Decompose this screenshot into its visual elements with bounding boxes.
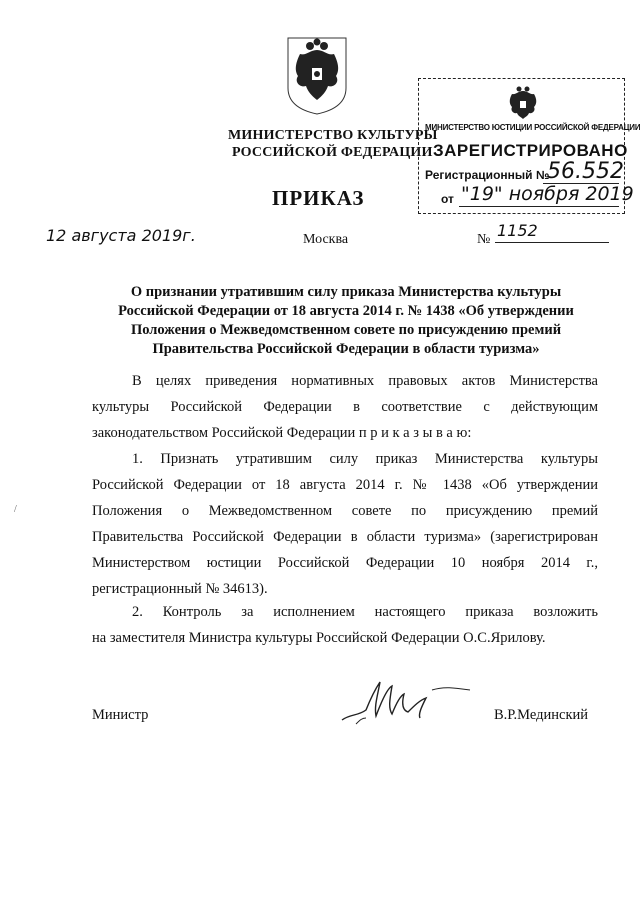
text-line: Министерством юстиции Российской Федерации 10 ноября 2014 г., [92, 555, 598, 571]
order-title: О признании утратившим силу приказа Министерства культуры Российской Федерации от 18 августа 2014 г. № 1438 «Об утверждении Положения о Межведомственном совете по присуждению премий Правительства Российской Федерации в области туризма» [118, 284, 574, 357]
ministry-line-1: МИНИСТЕРСТВО КУЛЬТУРЫ [228, 128, 438, 143]
stamp-date-underline [459, 206, 619, 207]
registration-stamp [418, 78, 640, 214]
text-line: на заместителя Министра культуры Российской Федерации О.С.Ярилову. [92, 630, 546, 646]
order-number-label: № [477, 232, 491, 247]
ministry-line-2: РОССИЙСКОЙ ФЕДЕРАЦИИ [232, 145, 433, 160]
text-line: Правительства Российской Федерации в области туризма» (зарегистрирован [92, 529, 598, 545]
preamble-paragraph [92, 368, 598, 446]
ministry-heading [228, 127, 438, 161]
stamp-organization: МИНИСТЕРСТВО ЮСТИЦИИ РОССИЙСКОЙ ФЕДЕРАЦИИ [425, 123, 640, 132]
text-line: законодательством Российской Федерации п р и к а з ы в а ю: [92, 425, 472, 441]
stamp-date-value: "19" ноября 2019 [461, 183, 634, 205]
signature-icon [336, 670, 476, 730]
stamp-status: ЗАРЕГИСТРИРОВАНО [433, 141, 628, 160]
stamp-reg-label: Регистрационный № [425, 168, 550, 182]
text-line: 1. Признать утратившим силу приказ Министерства культуры [132, 451, 598, 467]
order-number: 1152 [497, 221, 538, 240]
signatory-position: Министр [92, 707, 149, 723]
text-line: В целях приведения нормативных правовых актов Министерства [132, 373, 598, 389]
order-number-underline [495, 242, 609, 243]
stamp-date-label: от [441, 192, 454, 206]
coat-of-arms-icon [286, 36, 348, 116]
text-line: регистрационный № 34613). [92, 581, 268, 597]
clause-2-paragraph [92, 599, 598, 651]
stamp-reg-number: 56.552 [547, 159, 624, 184]
text-line: культуры Российской Федерации в соответствие с действующим [92, 399, 598, 415]
text-line: Положения о Межведомственном совете по присуждению премий [92, 503, 598, 519]
city: Москва [303, 232, 349, 247]
stamp-emblem-icon [505, 85, 541, 119]
text-line: Российской Федерации от 18 августа 2014 г. № 1438 «Об утверждении [92, 477, 598, 493]
document-type: ПРИКАЗ [272, 186, 365, 210]
clause-1-paragraph [92, 446, 598, 602]
signatory-name: В.Р.Мединский [494, 707, 589, 723]
text-line: 2. Контроль за исполнением настоящего приказа возложить [132, 604, 598, 620]
margin-mark: / [14, 504, 17, 515]
handwritten-date: 12 августа 2019г. [46, 226, 196, 245]
